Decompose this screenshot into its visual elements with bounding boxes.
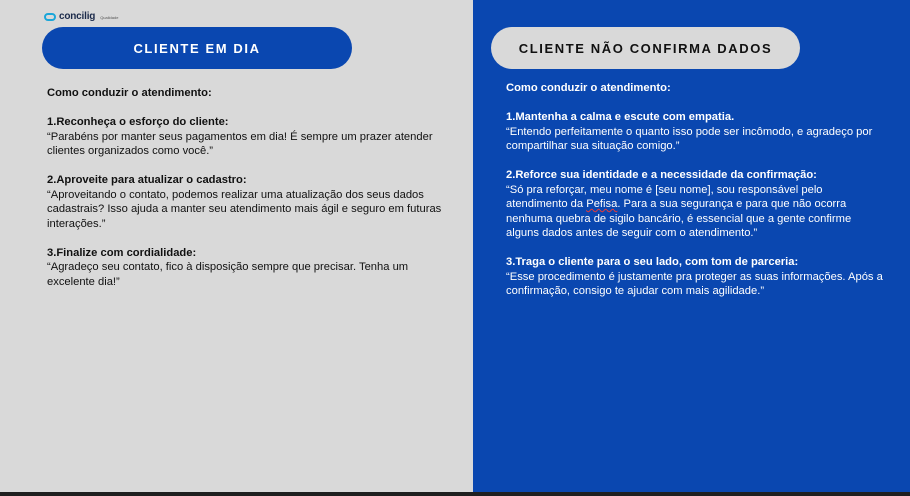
right-step-1-text: “Entendo perfeitamente o quanto isso pode ser incômodo, e agradeço por compartilhar sua situação comigo.” [506, 125, 873, 152]
right-intro: Como conduzir o atendimento: [506, 82, 671, 94]
left-step-1-text: “Parabéns por manter seus pagamentos em dia! É sempre um prazer atender clientes organizados como você.” [47, 130, 433, 157]
right-step-2-heading: 2.Reforce sua identidade e a necessidade da confirmação: [506, 169, 817, 181]
right-guide [506, 81, 886, 299]
concilig-logo [44, 11, 118, 22]
left-step-1-heading: 1.Reconheça o esforço do cliente: [47, 116, 229, 128]
right-step-2-text-before: “Só pra reforçar, meu nome é [seu nome], sou responsável pelo atendimento da [506, 183, 823, 210]
logo-ring-icon [44, 13, 56, 21]
right-step-3-text: “Esse procedimento é justamente pra proteger as suas informações. Após a confirmação, consigo te ajudar com mais agilidade.” [506, 270, 883, 297]
right-step-2-text [506, 183, 886, 241]
left-step-3-text: “Agradeço seu contato, fico à disposição sempre que precisar. Tenha um excelente dia!” [47, 261, 409, 288]
left-step-2-text: “Aproveitando o contato, podemos realizar uma atualização dos seus dados cadastrais? Isso ajuda a manter seu atendimento mais ágil e seguro em futuras interações.” [47, 188, 442, 230]
right-step-1-heading: 1.Mantenha a calma e escute com empatia. [506, 111, 735, 123]
brand-name: Pefisa [586, 198, 618, 210]
cliente-em-dia-title: CLIENTE EM DIA [42, 27, 352, 69]
left-step-2-heading: 2.Aproveite para atualizar o cadastro: [47, 174, 247, 186]
left-intro: Como conduzir o atendimento: [47, 87, 212, 99]
logo-subtitle: Qualidade [100, 15, 119, 20]
logo-name: concilig [59, 11, 96, 22]
left-guide [47, 86, 447, 289]
right-step-2-text-after: . Para a sua segurança e para que não ocorra nenhuma quebra de sigilo bancário, é essencial que a gente confirme alguns dados antes de seguir com o atendimento.” [506, 198, 852, 239]
right-step-3-heading: 3.Traga o cliente para o seu lado, com tom de parceria: [506, 256, 799, 268]
cliente-nao-confirma-title: CLIENTE NÃO CONFIRMA DADOS [491, 27, 800, 69]
bottom-bar [0, 492, 910, 496]
left-step-3-heading: 3.Finalize com cordialidade: [47, 246, 197, 259]
